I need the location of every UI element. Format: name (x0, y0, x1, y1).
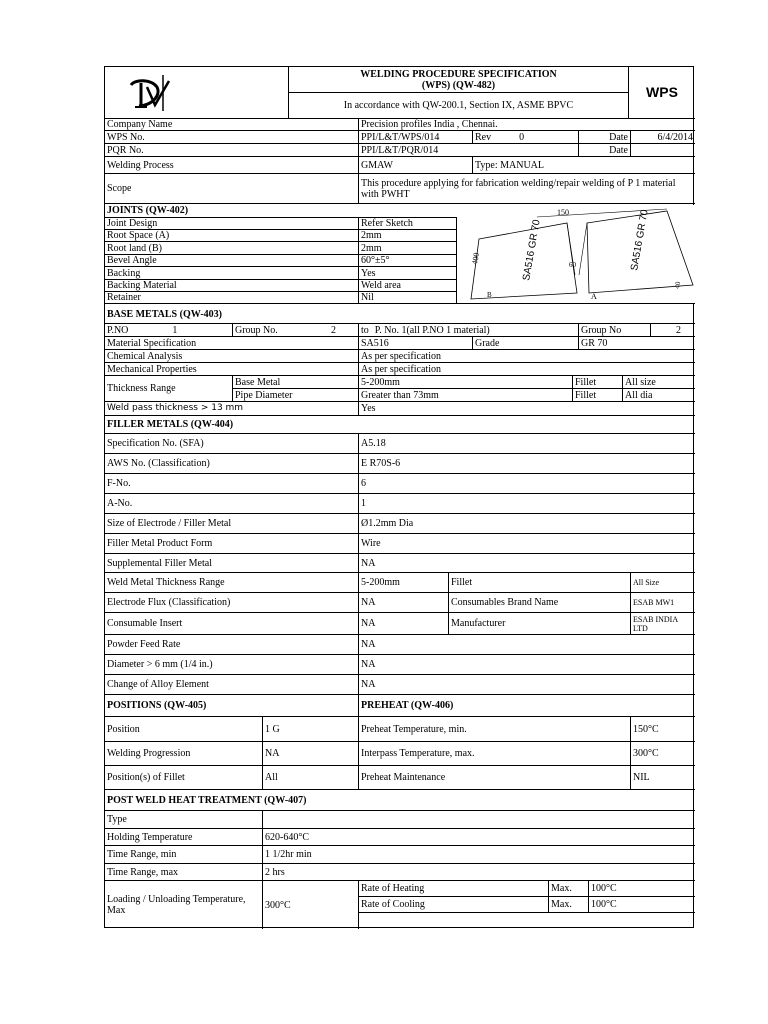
filler-value: A5.18 (359, 434, 695, 454)
wps-value: PPI/L&T/WPS/014 (359, 131, 473, 144)
pwht-label: Type (105, 811, 263, 829)
filler-label: Size of Electrode / Filler Metal (105, 514, 359, 534)
filler-label: Change of Alloy Element (105, 675, 359, 695)
pwht-value: 1 1/2hr min (263, 846, 695, 864)
position-value: All (263, 766, 359, 790)
joint-value: Yes (359, 267, 457, 280)
pwht-value: 620-640°C (263, 829, 695, 846)
mech-label: Mechanical Properties (105, 363, 359, 376)
filler-heading: FILLER METALS (QW-404) (105, 416, 695, 434)
position-value: 1 G (263, 717, 359, 742)
group2-value: 2 (651, 324, 695, 337)
pipe-value: Greater than 73mm (359, 389, 573, 402)
pwht-label: Time Range, min (105, 846, 263, 864)
filler-label: Diameter > 6 mm (1/4 in.) (105, 655, 359, 675)
filler-label: F-No. (105, 474, 359, 494)
group2-label: Group No (579, 324, 651, 337)
cool-label: Rate of Cooling (359, 897, 549, 913)
base-heading: BASE METALS (QW-403) (105, 305, 695, 324)
pno-value: 1 (172, 324, 178, 336)
weld-thk-fillet-label: Fillet (449, 573, 631, 593)
title-line1: WELDING PROCEDURE SPECIFICATION (360, 68, 557, 80)
pno-label: P.NO (107, 324, 129, 336)
group-label: Group No. (235, 324, 278, 336)
scope-value: This procedure applying for fabrication welding/repair welding of P 1 material with PWHT (359, 174, 695, 204)
sketch-plate-right: SA516 GR 70 (629, 208, 651, 272)
fillet-label: Fillet (573, 376, 623, 389)
chem-value: As per specification (359, 350, 695, 363)
rev-label: Rev (475, 131, 492, 143)
joints-heading: JOINTS (QW-402) (105, 204, 695, 218)
title-line2: (WPS) (QW-482) (421, 79, 496, 91)
logo-cell (105, 67, 289, 119)
insert-value: NA (359, 613, 449, 635)
weld-thk-value: 5-200mm (359, 573, 449, 593)
pwht-value (263, 811, 695, 829)
pipe-label: Pipe Diameter (233, 389, 359, 402)
rev-cell (473, 131, 579, 144)
joint-value: 2mm (359, 242, 457, 255)
process-label: Welding Process (105, 157, 359, 174)
joint-value: Weld area (359, 280, 457, 292)
filler-label: A-No. (105, 494, 359, 514)
preheat-value: NIL (631, 766, 695, 790)
fillet-value: All size (623, 376, 695, 389)
filler-value: NA (359, 635, 695, 655)
company-logo-icon (125, 73, 175, 113)
positions-heading: POSITIONS (QW-405) (105, 695, 359, 717)
base-metal-value: 5-200mm (359, 376, 573, 389)
wps-form (104, 66, 694, 928)
date-value: 6/4/2014 (631, 131, 695, 144)
pqr-date-value (631, 144, 695, 157)
fillet2-label: Fillet (573, 389, 623, 402)
pass-value: Yes (359, 402, 695, 416)
filler-value: NA (359, 675, 695, 695)
fillet2-value: All dia (623, 389, 695, 402)
preheat-label: Preheat Temperature, min. (359, 717, 631, 742)
sketch-dim-top: 150 (557, 208, 569, 217)
pqr-value: PPI/L&T/PQR/014 (359, 144, 579, 157)
filler-label: Specification No. (SFA) (105, 434, 359, 454)
sketch-dim-side: 400 (470, 251, 482, 266)
pwht-label: Holding Temperature (105, 829, 263, 846)
group-value: 2 (331, 324, 336, 336)
filler-value: Ø1.2mm Dia (359, 514, 695, 534)
joint-value: Nil (359, 292, 457, 304)
date-label: Date (579, 131, 631, 144)
grade-value: GR 70 (579, 337, 695, 350)
pass-label: Weld pass thickness > 13 mm (105, 402, 359, 416)
joint-label: Root land (B) (105, 242, 359, 255)
brand-label: Consumables Brand Name (449, 593, 631, 613)
pno-cell (105, 324, 233, 337)
pwht-blank-row (359, 913, 695, 929)
base-metal-label: Base Metal (233, 376, 359, 389)
mfr-label: Manufacturer (449, 613, 631, 635)
to-cell (359, 324, 579, 337)
flux-value: NA (359, 593, 449, 613)
joint-label: Bevel Angle (105, 255, 359, 267)
filler-value: E R70S-6 (359, 454, 695, 474)
joint-label: Joint Design (105, 218, 359, 230)
sketch-plate-left: SA516 GR 70 (521, 218, 543, 282)
process-value: GMAW (359, 157, 473, 174)
cool-value: 100°C (589, 897, 695, 913)
spec-label: Material Specification (105, 337, 359, 350)
load-label: Loading / Unloading Temperature, Max (105, 881, 263, 929)
accordance-text: In accordance with QW-200.1, Section IX, ASME BPVC (289, 93, 629, 119)
joint-label: Backing (105, 267, 359, 280)
joint-sketch-drawing (457, 205, 695, 303)
filler-value: 1 (359, 494, 695, 514)
filler-value: NA (359, 554, 695, 573)
position-label: Welding Progression (105, 742, 263, 766)
company-value: Precision profiles India , Chennai. (359, 119, 695, 131)
joint-label: Retainer (105, 292, 359, 304)
preheat-label: Preheat Maintenance (359, 766, 631, 790)
joint-value: 2mm (359, 230, 457, 242)
insert-label: Consumable Insert (105, 613, 359, 635)
group-cell (233, 324, 359, 337)
pqr-label: PQR No. (105, 144, 359, 157)
joint-label: Backing Material (105, 280, 359, 292)
weld-thk-fillet-value: All Size (631, 573, 695, 593)
rev-value: 0 (519, 131, 525, 143)
filler-label: Filler Metal Product Form (105, 534, 359, 554)
preheat-heading: PREHEAT (QW-406) (359, 695, 695, 717)
position-label: Position(s) of Fillet (105, 766, 263, 790)
load-value: 300°C (263, 881, 359, 929)
flux-label: Electrode Flux (Classification) (105, 593, 359, 613)
joint-value: Refer Sketch (359, 218, 457, 230)
pqr-date-label: Date (579, 144, 631, 157)
pwht-label: Time Range, max (105, 864, 263, 881)
spec-value: SA516 (359, 337, 473, 350)
company-label: Company Name (105, 119, 359, 131)
filler-label: Supplemental Filler Metal (105, 554, 359, 573)
pwht-value: 2 hrs (263, 864, 695, 881)
sketch-land: B (487, 291, 492, 299)
preheat-value: 150°C (631, 717, 695, 742)
position-label: Position (105, 717, 263, 742)
filler-label: Powder Feed Rate (105, 635, 359, 655)
filler-label: AWS No. (Classification) (105, 454, 359, 474)
heat-label: Rate of Heating (359, 881, 549, 897)
cool-max: Max. (549, 897, 589, 913)
preheat-label: Interpass Temperature, max. (359, 742, 631, 766)
brand-value: ESAB MW1 (631, 593, 695, 613)
to-label: to (361, 324, 369, 336)
weld-thk-label: Weld Metal Thickness Range (105, 573, 359, 593)
sketch-thk: 40 (673, 281, 683, 290)
mfr-value: ESAB INDIA LTD (631, 613, 695, 635)
position-value: NA (263, 742, 359, 766)
to-value: P. No. 1(all P.NO 1 material) (374, 324, 490, 336)
heat-max: Max. (549, 881, 589, 897)
joint-sketch (457, 205, 695, 304)
scope-label: Scope (105, 174, 359, 204)
chem-label: Chemical Analysis (105, 350, 359, 363)
wps-label: WPS No. (105, 131, 359, 144)
sketch-angle: 60 (569, 261, 576, 269)
preheat-value: 300°C (631, 742, 695, 766)
grade-label: Grade (473, 337, 579, 350)
filler-value: Wire (359, 534, 695, 554)
thk-label: Thickness Range (105, 376, 233, 402)
mech-value: As per specification (359, 363, 695, 376)
joint-value: 60°±5° (359, 255, 457, 267)
process-type: Type: MANUAL (473, 157, 695, 174)
form-title (289, 67, 629, 93)
heat-value: 100°C (589, 881, 695, 897)
filler-value: 6 (359, 474, 695, 494)
wps-badge: WPS (629, 67, 695, 119)
pwht-heading: POST WELD HEAT TREATMENT (QW-407) (105, 790, 695, 811)
joint-label: Root Space (A) (105, 230, 359, 242)
sketch-root: A (591, 292, 597, 301)
filler-value: NA (359, 655, 695, 675)
